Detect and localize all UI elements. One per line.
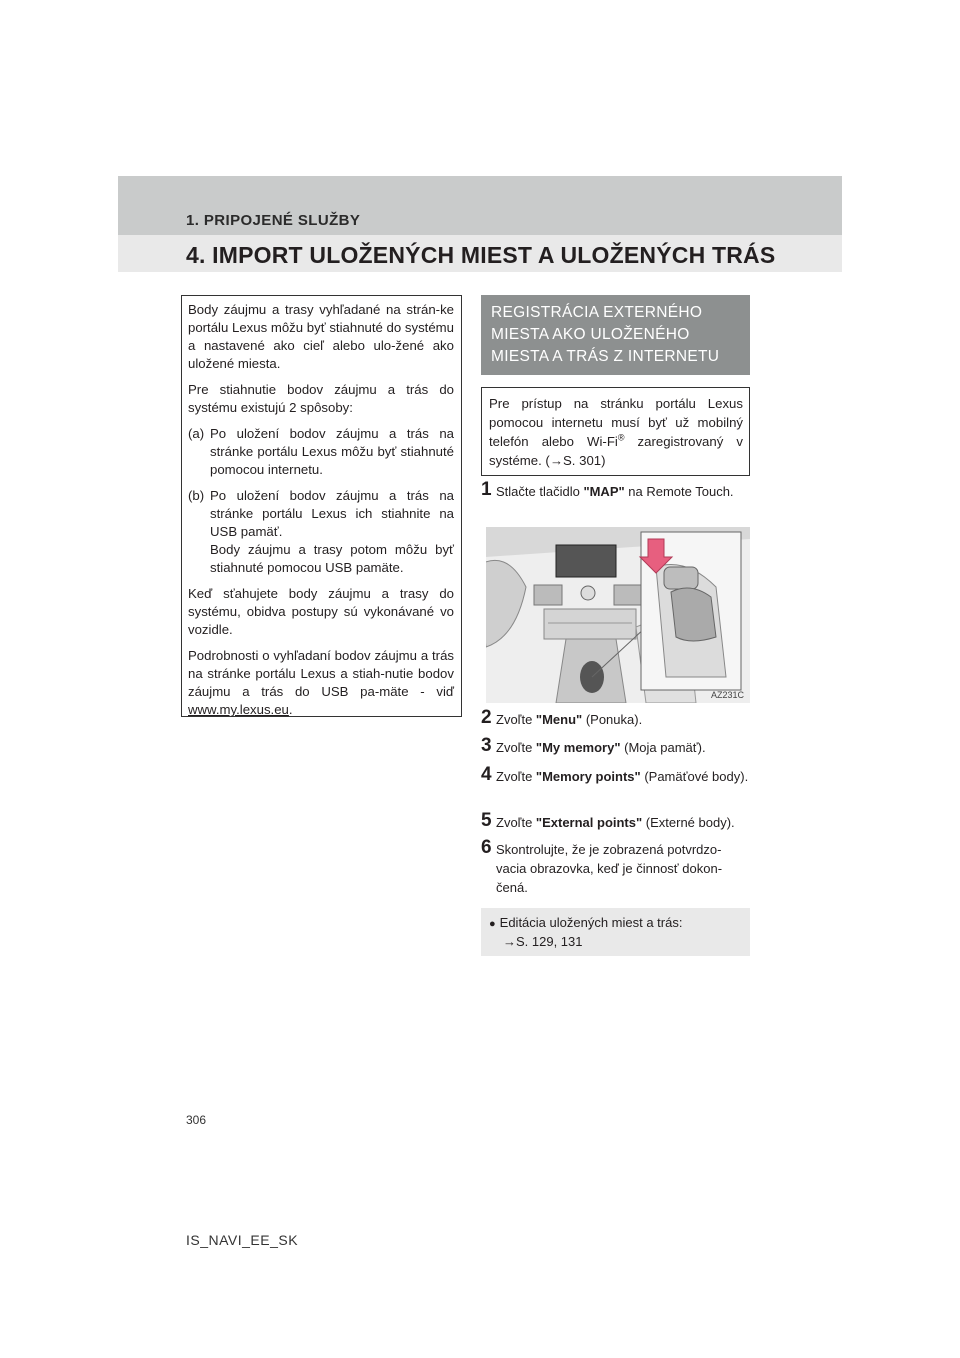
intro-paragraph-4-end: . xyxy=(288,702,293,717)
step-4-post: (Pamäťové body). xyxy=(640,769,749,784)
intro-paragraph-4 xyxy=(188,647,454,719)
option-b-mark: (b) xyxy=(188,488,205,503)
step-4-pre: Zvoľte xyxy=(496,769,536,784)
document-code: IS_NAVI_EE_SK xyxy=(186,1232,299,1248)
step-1 xyxy=(481,479,751,501)
option-a-text: Po uložení bodov záujmu a trás na stránke portálu Lexus môžu byť stiahnuté pomocou internetu. xyxy=(210,426,454,477)
step-4-button-name: "Memory points" xyxy=(535,769,641,784)
step-2 xyxy=(481,707,751,729)
step-2-post: (Ponuka). xyxy=(582,712,643,727)
step-1-pre: Stlačte tlačidlo xyxy=(496,484,584,499)
option-b xyxy=(188,487,454,577)
step-4 xyxy=(481,764,751,786)
page-number: 306 xyxy=(186,1113,207,1127)
step-3-number: 3 xyxy=(481,735,492,756)
step-3-button-name: "My memory" xyxy=(535,740,621,755)
option-a xyxy=(188,425,454,479)
bottom-note-reference[interactable]: →S. 129, 131 xyxy=(503,934,583,949)
registered-mark: ® xyxy=(617,432,625,443)
registration-note xyxy=(481,387,750,476)
step-3 xyxy=(481,735,751,757)
section-label: 1. PRIPOJENÉ SLUŽBY xyxy=(186,212,361,229)
step-6 xyxy=(481,837,751,897)
note-text-post: zaregistrovaný v systéme. (→S. 301) xyxy=(489,434,743,468)
step-6-number: 6 xyxy=(481,837,492,858)
option-a-mark: (a) xyxy=(188,426,205,441)
page-title: 4. IMPORT ULOŽENÝCH MIEST A ULOŽENÝCH TRÁS xyxy=(186,242,776,268)
intro-paragraph-3: Keď sťahujete body záujmu a trasy do systému, obidva postupy sú vykonávané vo vozidle. xyxy=(188,586,454,637)
step-3-post: (Moja pamäť). xyxy=(620,740,706,755)
step-5-post: (Externé body). xyxy=(642,815,735,830)
step-5 xyxy=(481,810,751,832)
step-3-pre: Zvoľte xyxy=(496,740,536,755)
car-interior-illustration xyxy=(486,527,750,703)
step-2-button-name: "Menu" xyxy=(535,712,583,727)
step-1-post: na Remote Touch. xyxy=(624,484,734,499)
option-b-text: Po uložení bodov záujmu a trás na stránke portálu Lexus ich stiahnite na USB pamäť. xyxy=(210,488,454,539)
option-b-text-2: Body záujmu a trasy potom môžu byť stiahnuté pomocou USB pamäte. xyxy=(210,542,454,575)
step-6-text: Skontrolujte, že je zobrazená potvrdzo-vacia obrazovka, keď je činnosť dokon-čená. xyxy=(496,842,723,895)
intro-paragraph-1: Body záujmu a trasy vyhľadané na strán-ke portálu Lexus môžu byť stiahnuté do systému a nastavené ako cieľ alebo ulo-žené ako uložené miesta. xyxy=(188,302,454,371)
step-2-pre: Zvoľte xyxy=(496,712,536,727)
lexus-link[interactable]: www.my.lexus.eu xyxy=(188,702,289,717)
intro-paragraph-4-text: Podrobnosti o vyhľadaní bodov záujmu a trás na stránke portálu Lexus a stiah-nutie bodov záujmu a trás do USB pa-mäte - viď xyxy=(188,648,454,699)
bottom-note-text: Editácia uložených miest a trás: xyxy=(499,915,683,930)
intro-box xyxy=(181,295,462,717)
note-text-pre: Pre prístup na stránku portálu Lexus pomocou internetu musí byť už mobilný telefón alebo Wi-Fi xyxy=(489,396,743,449)
step-5-number: 5 xyxy=(481,810,492,831)
intro-paragraph-2: Pre stiahnutie bodov záujmu a trás do systému existujú 2 spôsoby: xyxy=(188,382,454,415)
registration-heading: REGISTRÁCIA EXTERNÉHO MIESTA AKO ULOŽENÉHO MIESTA A TRÁS Z INTERNETU xyxy=(481,295,750,375)
step-1-button-name: "MAP" xyxy=(583,484,625,499)
step-5-pre: Zvoľte xyxy=(496,815,536,830)
bullet-icon: ● xyxy=(489,918,496,930)
step-4-number: 4 xyxy=(481,764,492,785)
step-5-button-name: "External points" xyxy=(535,815,643,830)
dashboard-figure xyxy=(486,527,750,703)
step-2-number: 2 xyxy=(481,707,492,728)
step-1-number: 1 xyxy=(481,479,492,500)
figure-code: AZ231C xyxy=(710,690,744,700)
bottom-note xyxy=(481,908,750,956)
